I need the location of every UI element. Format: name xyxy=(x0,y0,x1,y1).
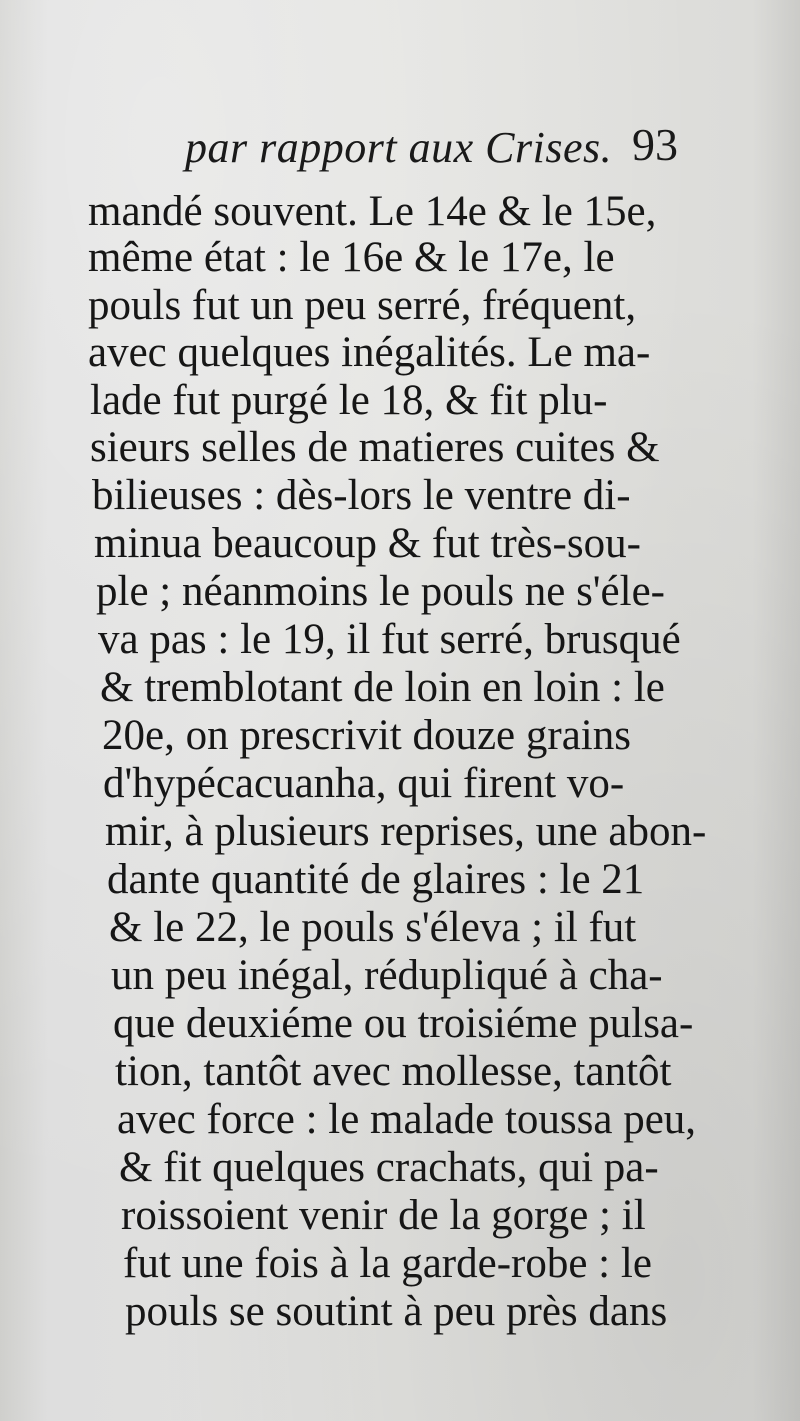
text-line: mir, à plusieurs reprises, une abon- xyxy=(105,808,707,855)
text-line: & tremblotant de loin en loin : le xyxy=(100,664,665,711)
text-line: tion, tantôt avec mollesse, tantôt xyxy=(115,1048,672,1095)
text-line: bilieuses : dès-lors le ventre di- xyxy=(92,472,631,519)
text-line: pouls fut un peu serré, fréquent, xyxy=(88,282,637,329)
text-line: va pas : le 19, il fut serré, brusqué xyxy=(98,616,681,663)
text-line: lade fut purgé le 18, & fit plu- xyxy=(90,377,608,424)
text-line: fut une fois à la garde-robe : le xyxy=(123,1240,652,1287)
text-line: sieurs selles de matieres cuites & xyxy=(90,424,660,471)
text-line: pouls se soutint à peu près dans xyxy=(125,1288,668,1335)
text-line: ple ; néanmoins le pouls ne s'éle- xyxy=(96,568,665,615)
text-line: minua beaucoup & fut très-sou- xyxy=(94,520,641,567)
text-line: que deuxiéme ou troisiéme pulsa- xyxy=(113,1000,694,1047)
text-line: avec quelques inégalités. Le ma- xyxy=(88,329,651,376)
text-line: & le 22, le pouls s'éleva ; il fut xyxy=(109,904,637,951)
page-header xyxy=(0,118,800,178)
text-line: d'hypécacuanha, qui firent vo- xyxy=(103,760,625,807)
text-line: roissoient venir de la gorge ; il xyxy=(121,1192,646,1239)
text-line: même état : le 16e & le 17e, le xyxy=(88,234,615,281)
text-line: 20e, on prescrivit douze grains xyxy=(102,712,631,759)
page-number: 93 xyxy=(632,119,678,170)
text-line: mandé souvent. Le 14e & le 15e, xyxy=(88,188,657,235)
text-line: avec force : le malade toussa peu, xyxy=(117,1096,697,1143)
text-line: & fit quelques crachats, qui pa- xyxy=(119,1144,659,1191)
running-head: par rapport aux Crises. xyxy=(185,123,613,172)
text-line: dante quantité de glaires : le 21 xyxy=(107,856,645,903)
text-line: un peu inégal, rédupliqué à cha- xyxy=(111,952,663,999)
